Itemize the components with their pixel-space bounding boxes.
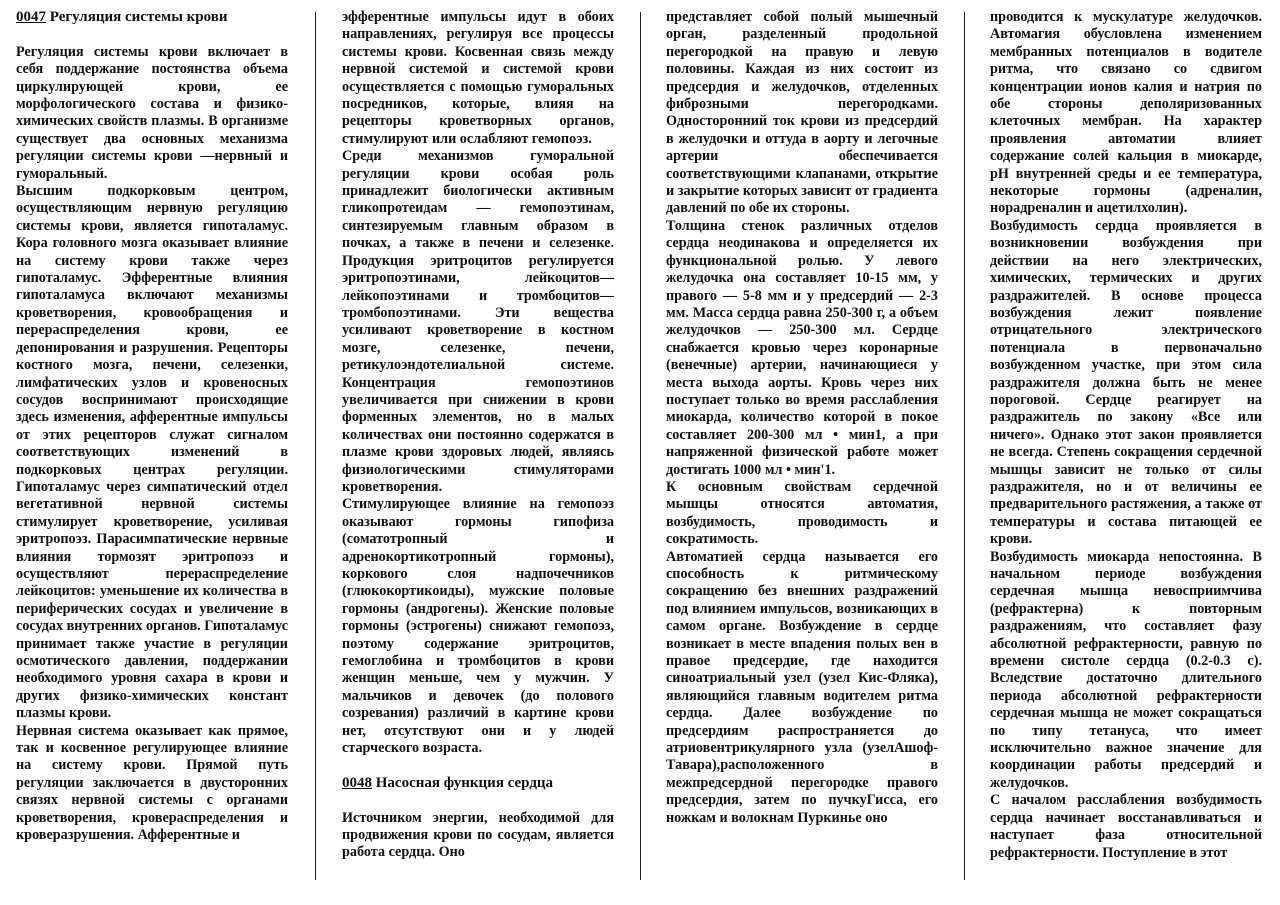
body-paragraph: Источником энергии, необходимой для продвижения крови по сосудам, является работа сердца. Оно (342, 809, 614, 861)
body-paragraph: Среди механизмов гуморальной регуляции крови особая роль принадлежит биологически активным гликопротеидам — гемопоэтинам, синтезируемым главным образом в почках, а также в печени и селезенке. Продукция эритроцитов регулируется эритропоэтинами, лейкоцитов— лейкопоэтинами и тромбоцитов— тромбопоэтинами. Эти вещества усиливают кроветворение в костном мозге, селезенке, печени, ретикулоэндотелиальной системе. Концентрация гемопоэтинов увеличивается при снижении в крови форменных элементов, но в малых количествах они постоянно содержатся в плазме крови здоровых людей, являясь физиологическими стимуляторами кроветворения. (342, 148, 614, 495)
text-column-4 (990, 9, 1262, 885)
body-paragraph: Толщина стенок различных отделов сердца неодинакова и определяется их функциональной ролью. У левого желудочка она составляет 10-15 мм, у правого — 5-8 мм и у предсердий — 2-3 мм. Масса сердца равна 250-300 г, а объем желудочков — 250-300 мл. Сердце снабжается кровью через коронарные (венечные) артерии, начинающиеся у места выхода аорты. Кровь через них поступает только во время расслабления миокарда, количество которой в покое составляет 200-300 мл • мин1, а при напряженной физической работе может достигать 1000 мл • мин'1. (666, 217, 938, 478)
section-number: 0047 (16, 9, 46, 25)
paragraph-spacer (16, 26, 288, 43)
section-number: 0048 (342, 774, 372, 791)
paragraph-spacer (342, 792, 614, 809)
column-divider (315, 12, 316, 880)
body-paragraph: Возбудимость сердца проявляется в возникновении возбуждения при действии на него электрических, химических, термических и других раздражителей. В основе процесса возбуждения лежит появление отрицательного электрического потенциала в первоначально возбужденном участке, при этом сила раздражителя должна быть не менее пороговой. Сердце реагирует на раздражитель по закону «Все или ничего». Однако этот закон проявляется не всегда. Степень сокращения сердечной мышцы зависит не только от силы раздражителя, но и от величины ее предварительного растяжения, а также от температуры и состава питающей ее крови. (990, 217, 1262, 548)
paragraph-spacer (342, 757, 614, 774)
text-column-2 (342, 9, 614, 885)
text-column-1 (16, 9, 288, 885)
text-column-3 (666, 9, 938, 885)
section-title: Регуляция системы крови (49, 9, 228, 25)
column-divider (640, 12, 641, 880)
section-heading (342, 775, 614, 792)
body-paragraph: Стимулирующее влияние на гемопоэз оказывают гормоны гипофиза (соматотропный и адренокортикотропный гормоны), коркового слоя надпочечников (глюкокортикоиды), мужские половые гормоны (андрогены). Женские половые гормоны (эстрогены) снижают гемопоэз, поэтому содержание эритроцитов, гемоглобина и тромбоцитов в крови женщин меньше, чем у мужчин. У мальчиков и девочек (до полового созревания) различий в картине крови нет, отсутствуют они и у людей старческого возраста. (342, 496, 614, 757)
section-heading (16, 9, 288, 26)
body-paragraph: С началом расслабления возбудимость сердца начинает восстанавливаться и наступает фаза относительной рефрактерности. Поступление в этот (990, 792, 1262, 861)
column-divider (964, 12, 965, 880)
body-paragraph: Нервная система оказывает как прямое, так и косвенное регулирующее влияние на систему крови. Прямой путь регуляции заключается в двусторонних связях нервной системы с органами кроветворения, кровераспределения и кроверазрушения. Афферентные и (16, 722, 288, 844)
body-paragraph: представляет собой полый мышечный орган, разделенный продольной перегородкой на правую и левую половины. Каждая из них состоит из предсердия и желудочков, отделенных фиброзными перегородками. Односторонний ток крови из предсердий в желудочки и оттуда в аорту и легочные артерии обеспечивается соответствующими клапанами, открытие и закрытие которых зависит от градиента давлений по обе их стороны. (666, 9, 938, 217)
body-paragraph: К основным свойствам сердечной мышцы относятся автоматия, возбудимость, проводимость и сократимость. (666, 478, 938, 548)
body-paragraph: эфферентные импульсы идут в обоих направлениях, регулируя все процессы системы крови. Косвенная связь между нервной системой и системой крови осуществляется с помощью гуморальных посредников, которые, влияя на рецепторы кроветворных органов, стимулируют или ослабляют гемопоэз. (342, 9, 614, 147)
body-paragraph: Возбудимость миокарда непостоянна. В начальном периоде возбуждения сердечная мышца невосприимчива (рефрактерна) к повторным раздражениям, что составляет фазу абсолютной рефрактерности, равную по времени систоле сердца (0.2-0.3 с). Вследствие достаточно длительного периода абсолютной рефрактерности сердечная мышца не может сокращаться по типу тетануса, что имеет исключительно важное значение для координации работы предсердий и желудочков. (990, 548, 1262, 791)
body-paragraph: Регуляция системы крови включает в себя поддержание постоянства объема циркулирующей крови, ее морфологического состава и физико-химических свойств плазмы. В организме существует два основных механизма регуляции системы крови —нервный и гуморальный. (16, 43, 288, 182)
section-title: Насосная функция сердца (375, 774, 554, 791)
body-paragraph: Высшим подкорковым центром, осуществляющим нервную регуляцию системы крови, является гипоталамус. Кора головного мозга оказывает влияние на систему крови также через гипоталамус. Эфферентные влияния гипоталамуса включают механизмы кроветворения, кровообращения и перераспределения крови, ее депонирования и разрушения. Рецепторы костного мозга, печени, селезенки, лимфатических узлов и кровеносных сосудов воспринимают происходящие здесь изменения, афферентные импульсы от этих рецепторов служат сигналом соответствующих изменений в подкорковых центрах регуляции. Гипоталамус через симпатический отдел вегетативной нервной системы стимулирует кроветворение, усиливая эритропоэз. Парасимпатические нервные влияния тормозят эритропоэз и осуществляют перераспределение лейкоцитов: уменьшение их количества в периферических сосудах и увеличение в сосудах внутренних органов. Гипоталамус принимает также участие в регуляции осмотического давления, поддержании необходимого уровня сахара в крови и других физико-химических констант плазмы крови. (16, 183, 288, 722)
body-paragraph: Автоматией сердца называется его способность к ритмическому сокращению без внешних раздражений под влиянием импульсов, возникающих в самом органе. Возбуждение в сердце возникает в месте впадения полых вен в правое предсердие, где находится синоатриальный узел (узел Кис-Фляка), являющийся главным водителем ритма сердца. Далее возбуждение по предсердиям распространяется до атриовентрикулярного узла (узелАшоф-Тавара),расположенного в межпредсердной перегородке правого предсердия, затем по пучкуГисса, его ножкам и волокнам Пуркинье оно (666, 548, 938, 826)
body-paragraph: проводится к мускулатуре желудочков. Автомагия обусловлена изменением мембранных потенциалов в водителе ритма, что связано со сдвигом концентрации ионов калия и натрия по обе стороны деполяризованных клеточных мембран. На характер проявления автоматии влияет содержание солей кальция в миокарде, рН внутренней среды и ее температура, некоторые гормоны (адреналин, норадреналин и ацетилхолин). (990, 9, 1262, 217)
